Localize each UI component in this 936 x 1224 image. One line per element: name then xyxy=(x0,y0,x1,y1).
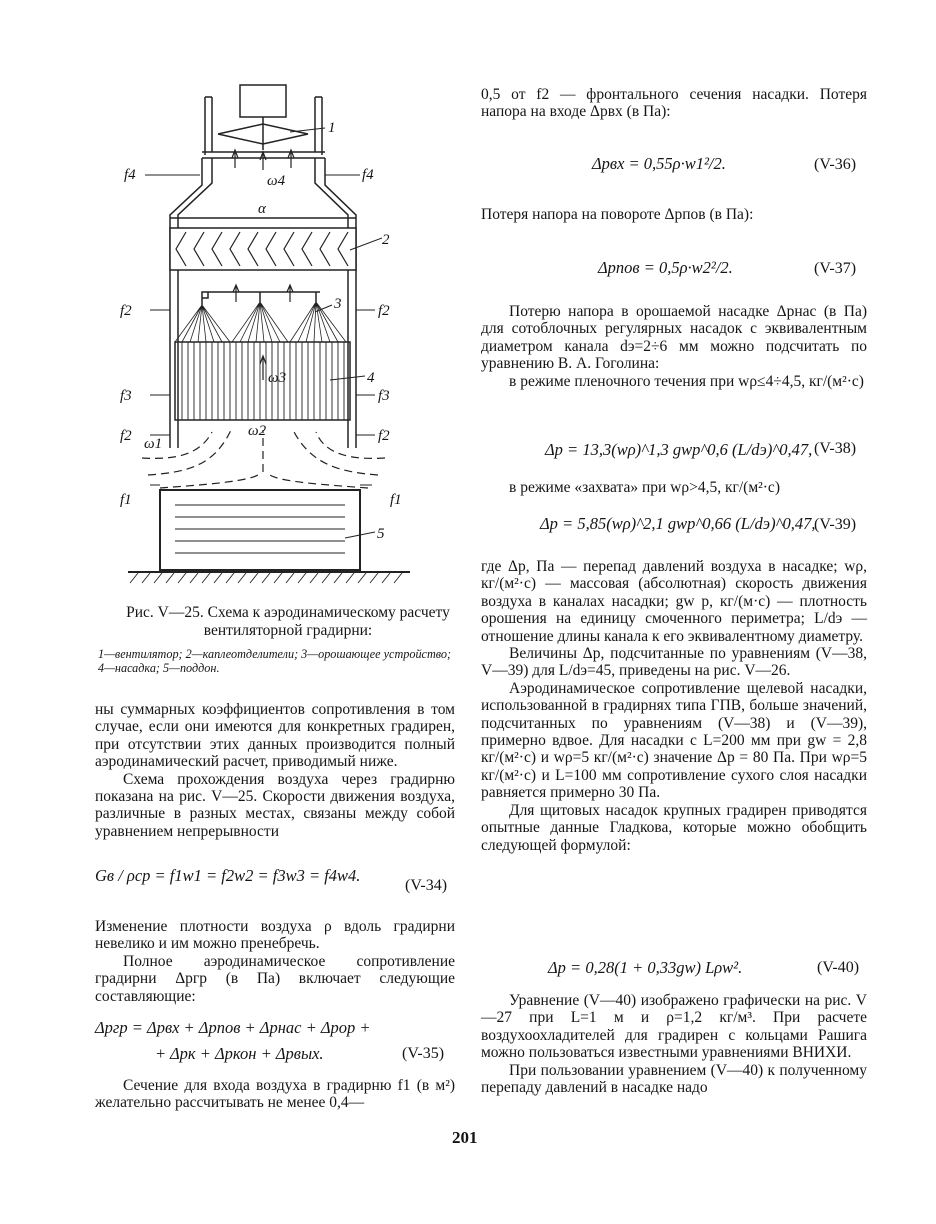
left-paragraph-2: Схема прохождения воздуха через градирню показана на рис. V—25. Скорости движения воздуха, различные в разных местах, связаны между собой уравнением непрерывности xyxy=(95,770,455,840)
right-column-p5 xyxy=(481,479,867,496)
equation-v36-number: (V-36) xyxy=(814,156,857,173)
fig-label-f2-lower-right: f2 xyxy=(378,428,390,444)
left-column xyxy=(95,701,455,840)
packing-lines xyxy=(182,342,344,420)
equation-v34: Gв / ρср = f1w1 = f2w2 = f3w3 = f4w4. xyxy=(95,866,361,885)
right-column-p2 xyxy=(481,206,867,223)
right-column-body xyxy=(481,558,867,854)
fig-label-5: 5 xyxy=(377,526,385,542)
left-paragraph-5: Сечение для входа воздуха в градирню f1 (в м²) желательно рассчитывать не менее 0,4— xyxy=(95,1077,455,1112)
fig-label-f3-right: f3 xyxy=(378,388,390,404)
equation-v40-number: (V-40) xyxy=(817,959,860,976)
equation-v39-number: (V-39) xyxy=(814,516,857,533)
right-paragraph-9: Уравнение (V—40) изображено графически на рис. V—27 при L=1 м и ρ=1,2 кг/м³. При расчете воздухоохладителей для градирен с кольцами Рашига можно пользоваться известными уравнениями ВНИХИ. xyxy=(481,992,867,1062)
fig-label-w1: ω1 xyxy=(144,436,163,452)
right-paragraph-3: Потерю напора в орошаемой насадке Δpнас (в Па) для сотоблочных регулярных насадок с эквивалентным диаметром канала dэ=2÷6 мм можно подсчитать по уравнению В. А. Гоголина: xyxy=(481,303,867,373)
fig-label-alpha: α xyxy=(258,201,266,217)
fig-label-w3: ω3 xyxy=(268,370,287,386)
equation-v35-line1: Δpгр = Δpвх + Δpпов + Δpнас + Δpор + xyxy=(95,1018,371,1037)
fig-label-3: 3 xyxy=(334,296,342,312)
right-paragraph-8: Для щитовых насадок крупных градирен приводятся опытные данные Гладкова, которые можно обобщить следующей формулой: xyxy=(481,801,867,854)
right-column-top xyxy=(481,86,867,121)
left-paragraph-1: ны суммарных коэффициентов сопротивления в том случае, если они имеются для конкретных градирен, при отсутствии этих данных производится полный аэродинамический расчет, приводимый ниже. xyxy=(95,701,455,771)
right-paragraph-4: в режиме пленочного течения при wρ≤4÷4,5, кг/(м²·с) xyxy=(509,372,864,390)
right-paragraph-10: При пользовании уравнением (V—40) к полученному перепаду давлений в насадке надо xyxy=(481,1061,867,1097)
equation-v38: Δp = 13,3(wρ)^1,3 gwp^0,6 (L/dэ)^0,47, xyxy=(545,440,813,459)
equation-v35-number: (V-35) xyxy=(402,1045,445,1062)
fig-label-f2-upper-left: f2 xyxy=(120,303,132,319)
left-paragraph-4: Полное аэродинамическое сопротивление градирни Δpгр (в Па) включает следующие составляющие: xyxy=(95,952,455,1005)
right-paragraph-1: 0,5 от f2 — фронтального сечения насадки. Потеря напора на входе Δpвх (в Па): xyxy=(481,86,867,121)
right-column-end xyxy=(481,992,867,1096)
fig-label-f1-left: f1 xyxy=(120,492,132,508)
page-number: 201 xyxy=(452,1128,478,1147)
figure-legend xyxy=(98,647,458,675)
fig-label-f4-right: f4 xyxy=(362,167,374,183)
figure-caption-title: Рис. V—25. Схема к аэродинамическому расчету вентиляторной градирни: xyxy=(126,604,450,639)
right-paragraph-2: Потеря напора на повороте Δpпов (в Па): xyxy=(481,206,754,223)
fan-motor xyxy=(240,85,286,117)
fig-label-f4-left: f4 xyxy=(124,167,136,183)
fig-label-f1-right: f1 xyxy=(390,492,402,508)
right-where-block: где Δp, Па — перепад давлений воздуха в насадке; wρ, кг/(м²·с) — массовая (абсолютная) скорость движения воздуха в каналах насадки; gw p, кг/(м·с) — плотность орошения на единицу смоченного периметра; L/dэ — отношение длины канала к его эквивалентному диаметру. xyxy=(481,558,867,645)
equation-v39: Δp = 5,85(wρ)^2,1 gwp^0,66 (L/dэ)^0,47, xyxy=(540,514,816,533)
fig-label-f3-left: f3 xyxy=(120,388,132,404)
fig-label-2: 2 xyxy=(382,232,390,248)
fig-label-f2-lower-left: f2 xyxy=(120,428,132,444)
equation-v34-number: (V-34) xyxy=(405,877,448,894)
cooling-tower-diagram xyxy=(120,80,420,585)
right-paragraph-6: Величины Δp, подсчитанные по уравнениям (V—38, V—39) для L/dэ=45, приведены на рис. V—26. xyxy=(481,645,867,680)
left-paragraph-3: Изменение плотности воздуха ρ вдоль градирни невелико и им можно пренебречь. xyxy=(95,918,455,953)
right-column-p3 xyxy=(481,303,867,390)
right-paragraph-5: в режиме «захвата» при wρ>4,5, кг/(м²·с) xyxy=(509,479,780,496)
fig-label-f2-upper-right: f2 xyxy=(378,303,390,319)
left-column-continued xyxy=(95,918,455,1005)
fig-label-1: 1 xyxy=(328,120,336,136)
figure-legend-text: 1—вентилятор; 2—каплеотделители; 3—орошающее устройство; 4—насадка; 5—поддон. xyxy=(98,647,452,675)
left-column-end xyxy=(95,1077,455,1112)
equation-v40: Δp = 0,28(1 + 0,33gw) Lρw². xyxy=(548,958,743,977)
equation-v36: Δpвх = 0,55ρ·w1²/2. xyxy=(592,154,726,173)
fig-label-w4: ω4 xyxy=(267,173,286,189)
figure-caption xyxy=(118,604,458,639)
equation-v37-number: (V-37) xyxy=(814,260,857,277)
equation-v37: Δpпов = 0,5ρ·w2²/2. xyxy=(598,258,733,277)
equation-v38-number: (V-38) xyxy=(814,440,857,457)
equation-v35-line2: + Δpк + Δpкон + Δpвых. xyxy=(155,1044,324,1063)
right-paragraph-7: Аэродинамическое сопротивление щелевой насадки, использованной в градирнях типа ГПВ, больше значений, подсчитанных по уравнениям (V—38) и (V—39), примерно вдвое. Для насадки с L=200 мм при gw = 2,8 кг/(м²·с) и wρ=5 кг/(м²·с) значение Δp = 80 Па. При wρ=5 кг/(м²·с) и L=100 мм сопротивление сухого слоя насадки равняется примерно 30 Па. xyxy=(481,679,867,802)
fig-label-w2: ω2 xyxy=(248,423,267,439)
fig-label-4: 4 xyxy=(367,370,375,386)
